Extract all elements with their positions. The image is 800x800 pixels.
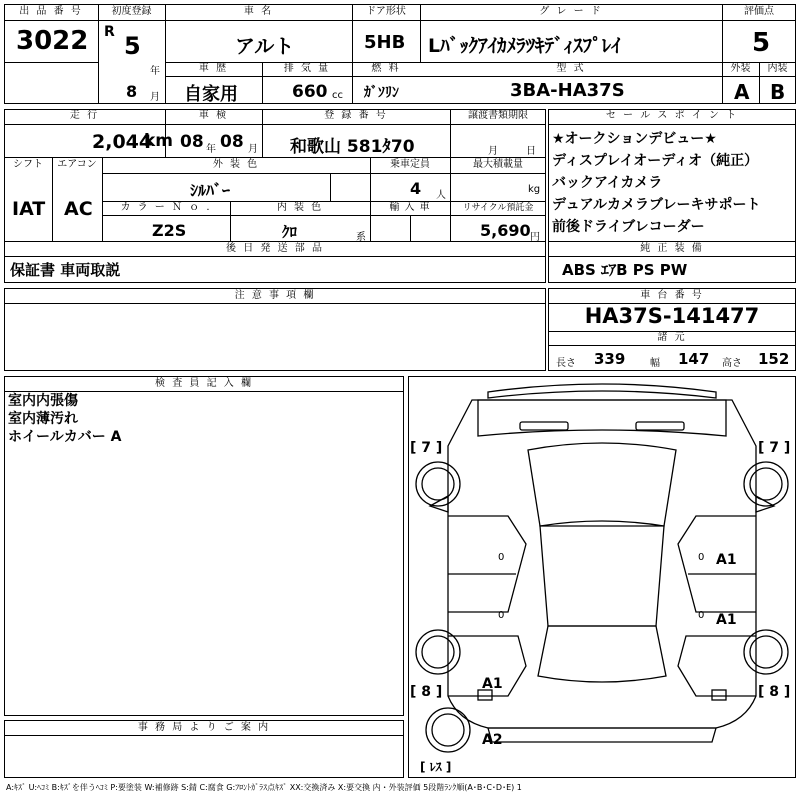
grade: Lﾊﾞｯｸｱｲｶﾒﾗﾂｷﾃﾞｨｽﾌﾟﾚｲ <box>428 35 621 57</box>
displacement-unit: cc <box>332 90 343 101</box>
recycle-unit: 円 <box>530 232 540 243</box>
damage-mark: A1 <box>716 612 737 628</box>
color-label: 外 装 色 <box>212 159 260 170</box>
transfer-day: 日 <box>526 146 536 157</box>
damage-mark: A1 <box>716 552 737 568</box>
chassis-label: 車 台 番 号 <box>640 290 704 301</box>
legend: A:ｷｽﾞ U:ﾍｺﾐ B:ｷｽﾞを伴うﾍｺﾐ P:要塗装 W:補修跡 S:錆 C:腐食 G:ﾌﾛﾝﾄｶﾞﾗｽ点ｷｽﾞ XX:交換済み X:要交換 内・外装評価 5段階ﾗﾝｸ順(A･B･C･D･E) 1 <box>6 783 522 792</box>
sales-point: ★オークションデビュー★ <box>552 131 717 147</box>
colorno-label: カ ラ ー Ｎ ｏ . <box>120 202 212 213</box>
interior-label: 内 装 色 <box>276 202 324 213</box>
parts-value: 保証書 車両取説 <box>10 261 121 279</box>
inspector-note: 室内内張傷 <box>8 393 78 409</box>
sales-point: 前後ドライブレコーダー <box>552 219 705 235</box>
inspection-month: 08 <box>220 132 244 152</box>
length: 339 <box>594 350 626 368</box>
import-label: 輸 入 車 <box>389 202 431 213</box>
mileage-unit: km <box>144 131 174 151</box>
inspection-year: 08 <box>180 132 204 152</box>
exterior-color: ｼﾙﾊﾞｰ <box>190 181 231 200</box>
lot-number: 3022 <box>16 26 89 56</box>
aircon: AC <box>64 198 93 220</box>
fuel-label: 燃 料 <box>371 63 401 74</box>
ext-grade: A <box>734 80 750 104</box>
width-label: 幅 <box>650 358 660 369</box>
panel-zero: 0 <box>698 610 705 621</box>
tire-front-left: [ 7 ] <box>410 440 443 456</box>
car-name: アルト <box>235 34 295 58</box>
first-reg-label: 初度登録 <box>111 6 152 17</box>
first-reg-year: 5 <box>124 32 141 60</box>
plate-label: 登 録 番 号 <box>324 110 388 121</box>
insp-month-unit: 月 <box>248 144 258 155</box>
car-diagram <box>408 376 796 778</box>
width: 147 <box>678 350 710 368</box>
sales-point: デュアルカメラブレーキサポート <box>552 197 761 213</box>
insp-year-unit: 年 <box>206 144 216 155</box>
car-name-label: 車 名 <box>243 6 274 17</box>
score-label: 評価点 <box>744 6 774 17</box>
fuel: ｶﾞｿﾘﾝ <box>364 85 399 101</box>
inspector-label: 検 査 員 記 入 欄 <box>155 378 253 389</box>
score: 5 <box>752 28 771 58</box>
sales-label: セ ー ル ス ポ イ ン ト <box>605 110 739 121</box>
inspection-label: 車 検 <box>198 110 229 121</box>
panel-zero: 0 <box>498 610 505 621</box>
notes-label: 注 意 事 項 欄 <box>234 290 316 301</box>
capacity-label: 乗車定員 <box>390 159 430 170</box>
equip-label: 純 正 装 備 <box>640 243 704 254</box>
model: 3BA-HA37S <box>510 80 625 101</box>
damage-mark: A2 <box>482 732 503 748</box>
panel-zero: 0 <box>698 552 705 563</box>
door-type: 5HB <box>364 32 406 53</box>
parts-label: 後 日 発 送 部 品 <box>226 243 324 254</box>
chassis-number: HA37S-141477 <box>584 304 760 328</box>
model-label: 型 式 <box>556 63 586 74</box>
displacement-label: 排 気 量 <box>283 63 331 74</box>
plate-number: 和歌山 581ﾀ70 <box>290 137 415 157</box>
door-label: ドア形状 <box>366 6 406 17</box>
panel-zero: 0 <box>498 552 505 563</box>
office-label: 事 務 局 よ り ご 案 内 <box>137 722 271 733</box>
ext-label: 外装 <box>730 63 751 74</box>
month-unit: 月 <box>150 92 160 103</box>
length-label: 長さ <box>556 358 576 369</box>
mileage: 2,044 <box>92 131 153 153</box>
transfer-label: 譲渡書類期限 <box>468 110 528 121</box>
era: R <box>104 24 115 40</box>
year-unit: 年 <box>150 66 160 77</box>
int-label: 内装 <box>767 63 788 74</box>
height: 152 <box>758 350 790 368</box>
tire-front-right: [ 7 ] <box>758 440 791 456</box>
displacement: 660 <box>292 82 328 102</box>
first-reg-month: 8 <box>126 82 138 101</box>
height-label: 高さ <box>722 358 742 369</box>
load-label: 最大積載量 <box>473 159 523 170</box>
load-unit: kg <box>528 184 541 195</box>
sales-point: ディスプレイオーディオ（純正） <box>552 153 759 169</box>
transfer-month: 月 <box>488 146 498 157</box>
recycle-fee: 5,690 <box>480 221 531 240</box>
header-block <box>4 4 796 104</box>
history-label: 車 歴 <box>198 63 229 74</box>
tire-rear-left: [ 8 ] <box>410 684 443 700</box>
color-number: Z2S <box>152 221 187 240</box>
equip-value: ABS ｴｱB PS PW <box>562 261 688 279</box>
inspector-note: ホイールカバー A <box>8 429 122 445</box>
inspector-note: 室内薄汚れ <box>8 411 78 427</box>
recycle-label: リサイクル預託金 <box>462 203 534 213</box>
lot-label: 出 品 番 号 <box>19 6 83 17</box>
sales-point: バックアイカメラ <box>552 175 663 191</box>
capacity-unit: 人 <box>436 190 446 201</box>
ac-label: エアコン <box>57 159 97 170</box>
shift: IAT <box>12 198 46 220</box>
history: 自家用 <box>184 84 238 105</box>
grade-label: グ レ ー ド <box>539 6 603 17</box>
capacity: 4 <box>410 179 422 198</box>
spare-tire: [ ﾚｽ ] <box>420 760 452 774</box>
dims-label: 諸 元 <box>657 332 687 343</box>
tire-rear-right: [ 8 ] <box>758 684 791 700</box>
int-grade: B <box>770 80 786 104</box>
shift-label: シフト <box>13 159 43 170</box>
mileage-label: 走 行 <box>69 110 100 121</box>
interior-color: ｸﾛ <box>282 223 298 241</box>
damage-mark: A1 <box>482 676 503 692</box>
interior-unit: 系 <box>356 232 366 243</box>
